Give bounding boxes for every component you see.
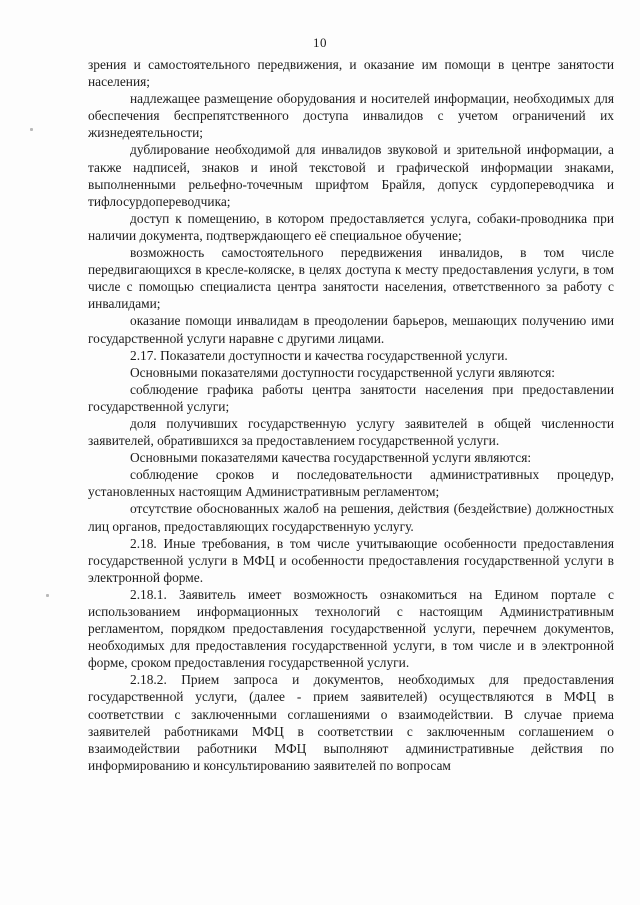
- paragraph: зрения и самостоятельного передвижения, и оказание им помощи в центре занятости населения;: [88, 57, 614, 90]
- document-body: [88, 56, 614, 774]
- section-heading: 2.18. Иные требования, в том числе учитывающие особенности предоставления государственной услуги в МФЦ и особенности предоставления государственной услуги в электронной форме.: [88, 535, 614, 585]
- paragraph: доля получивших государственную услугу заявителей в общей численности заявителей, обратившихся за предоставлением государственной услуги.: [88, 415, 614, 449]
- paragraph: надлежащее размещение оборудования и носителей информации, необходимых для обеспечения беспрепятственного доступа инвалидов с учетом ограничений их жизнедеятельности;: [88, 91, 614, 141]
- page-number: 10: [313, 35, 327, 50]
- paragraph: соблюдение графика работы центра занятости населения при предоставлении государственной услуги;: [88, 381, 614, 414]
- paragraph: 2.18.1. Заявитель имеет возможность ознакомиться на Едином портале с использованием информационных технологий с настоящим Административным регламентом, порядком предоставления государственной услуги, перечнем документов, необходимых для предоставления государственной услуги, в том числе и в электронной форме, сроком предоставления государственной услуги.: [88, 586, 614, 671]
- paragraph: возможность самостоятельного передвижения инвалидов, в том числе передвигающихся в кресле-коляске, в целях доступа к месту предоставления услуги, в том числе с помощью специалиста центра занятости населения, ответственного за работу с инвалидами;: [88, 245, 614, 312]
- paragraph: оказание помощи инвалидам в преодолении барьеров, мешающих получению ими государственной услуги наравне с другими лицами.: [88, 313, 614, 346]
- paragraph: 2.18.2. Прием запроса и документов, необходимых для предоставления государственной услуги, (далее - прием заявителей) осуществляются в МФЦ в соответствии с заключенными соглашениями о взаимодействии. В случае приема заявителей работниками МФЦ в соответствии с заключенным соглашением о взаимодействии работники МФЦ выполняют административные действия по информированию и консультированию заявителей по вопросам: [88, 672, 614, 773]
- scan-speck: [46, 594, 49, 597]
- paragraph: Основными показателями качества государственной услуги являются:: [130, 450, 532, 466]
- paragraph: отсутствие обоснованных жалоб на решения, действия (бездействие) должностных лиц органов, предоставляющих государственную услугу.: [88, 501, 614, 534]
- paragraph: доступ к помещению, в котором предоставляется услуга, собаки-проводника при наличии документа, подтверждающего её специальное обучение;: [88, 210, 614, 243]
- scan-speck: [30, 128, 33, 131]
- section-heading: 2.17. Показатели доступности и качества государственной услуги.: [130, 347, 508, 363]
- paragraph: соблюдение сроков и последовательности административных процедур, установленных настоящим Административным регламентом;: [88, 467, 614, 500]
- paragraph: Основными показателями доступности государственной услуги являются:: [130, 364, 556, 380]
- paragraph: дублирование необходимой для инвалидов звуковой и зрительной информации, а также надписей, знаков и иной текстовой и графической информации знаками, выполненными рельефно-точечным шрифтом Брайля, допуск сурдопереводчика и тифлосурдопереводчика;: [88, 142, 614, 209]
